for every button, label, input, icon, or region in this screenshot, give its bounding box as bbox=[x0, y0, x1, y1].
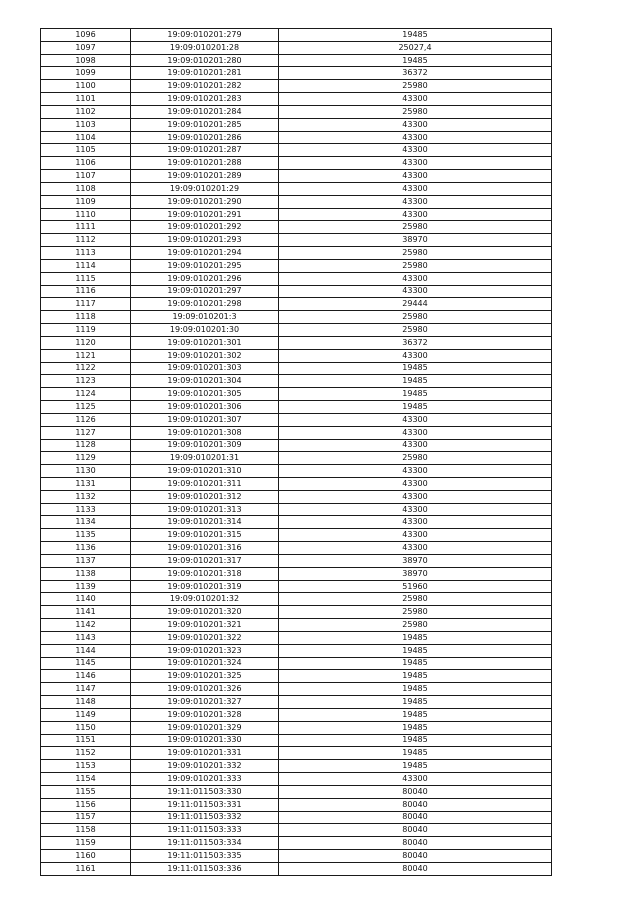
table-row bbox=[41, 824, 552, 837]
table-row bbox=[41, 426, 552, 439]
value-cell: 19485 bbox=[279, 388, 552, 401]
row-number-cell: 1129 bbox=[41, 452, 131, 465]
table-row bbox=[41, 516, 552, 529]
value-cell: 43300 bbox=[279, 516, 552, 529]
table-row bbox=[41, 785, 552, 798]
table-body bbox=[41, 29, 552, 876]
row-number-cell: 1152 bbox=[41, 747, 131, 760]
value-cell: 51960 bbox=[279, 580, 552, 593]
cadastral-number-cell: 19:11:011503:335 bbox=[131, 850, 279, 863]
cadastral-number-cell: 19:11:011503:336 bbox=[131, 862, 279, 875]
row-number-cell: 1132 bbox=[41, 490, 131, 503]
cadastral-number-cell: 19:09:010201:314 bbox=[131, 516, 279, 529]
value-cell: 19485 bbox=[279, 721, 552, 734]
table-row bbox=[41, 721, 552, 734]
table-row bbox=[41, 490, 552, 503]
cadastral-number-cell: 19:09:010201:328 bbox=[131, 708, 279, 721]
row-number-cell: 1134 bbox=[41, 516, 131, 529]
value-cell: 43300 bbox=[279, 773, 552, 786]
value-cell: 25980 bbox=[279, 311, 552, 324]
row-number-cell: 1126 bbox=[41, 413, 131, 426]
cadastral-number-cell: 19:09:010201:302 bbox=[131, 349, 279, 362]
row-number-cell: 1131 bbox=[41, 477, 131, 490]
row-number-cell: 1138 bbox=[41, 567, 131, 580]
value-cell: 19485 bbox=[279, 631, 552, 644]
value-cell: 43300 bbox=[279, 144, 552, 157]
table-row bbox=[41, 388, 552, 401]
table-row bbox=[41, 362, 552, 375]
value-cell: 80040 bbox=[279, 785, 552, 798]
row-number-cell: 1099 bbox=[41, 67, 131, 80]
row-number-cell: 1121 bbox=[41, 349, 131, 362]
value-cell: 43300 bbox=[279, 542, 552, 555]
value-cell: 25980 bbox=[279, 324, 552, 337]
row-number-cell: 1144 bbox=[41, 644, 131, 657]
cadastral-number-cell: 19:09:010201:3 bbox=[131, 311, 279, 324]
table-row bbox=[41, 41, 552, 54]
cadastral-number-cell: 19:09:010201:303 bbox=[131, 362, 279, 375]
value-cell: 43300 bbox=[279, 439, 552, 452]
cadastral-number-cell: 19:09:010201:304 bbox=[131, 375, 279, 388]
table-row bbox=[41, 234, 552, 247]
row-number-cell: 1137 bbox=[41, 554, 131, 567]
row-number-cell: 1115 bbox=[41, 272, 131, 285]
value-cell: 19485 bbox=[279, 54, 552, 67]
row-number-cell: 1112 bbox=[41, 234, 131, 247]
table-row bbox=[41, 29, 552, 42]
table-row bbox=[41, 798, 552, 811]
cadastral-number-cell: 19:09:010201:30 bbox=[131, 324, 279, 337]
table-row bbox=[41, 503, 552, 516]
row-number-cell: 1114 bbox=[41, 259, 131, 272]
row-number-cell: 1105 bbox=[41, 144, 131, 157]
value-cell: 19485 bbox=[279, 401, 552, 414]
table-row bbox=[41, 477, 552, 490]
cadastral-number-cell: 19:09:010201:333 bbox=[131, 773, 279, 786]
table-row bbox=[41, 311, 552, 324]
value-cell: 25980 bbox=[279, 593, 552, 606]
value-cell: 19485 bbox=[279, 375, 552, 388]
row-number-cell: 1156 bbox=[41, 798, 131, 811]
value-cell: 38970 bbox=[279, 554, 552, 567]
table-row bbox=[41, 157, 552, 170]
row-number-cell: 1149 bbox=[41, 708, 131, 721]
cadastral-number-cell: 19:11:011503:330 bbox=[131, 785, 279, 798]
table-row bbox=[41, 54, 552, 67]
row-number-cell: 1100 bbox=[41, 80, 131, 93]
table-row bbox=[41, 93, 552, 106]
row-number-cell: 1111 bbox=[41, 221, 131, 234]
table-row bbox=[41, 554, 552, 567]
cadastral-number-cell: 19:09:010201:301 bbox=[131, 336, 279, 349]
table-row bbox=[41, 734, 552, 747]
value-cell: 43300 bbox=[279, 529, 552, 542]
row-number-cell: 1136 bbox=[41, 542, 131, 555]
row-number-cell: 1118 bbox=[41, 311, 131, 324]
table-row bbox=[41, 272, 552, 285]
table-row bbox=[41, 708, 552, 721]
row-number-cell: 1108 bbox=[41, 182, 131, 195]
row-number-cell: 1155 bbox=[41, 785, 131, 798]
value-cell: 25980 bbox=[279, 221, 552, 234]
table-row bbox=[41, 170, 552, 183]
cadastral-number-cell: 19:09:010201:306 bbox=[131, 401, 279, 414]
value-cell: 43300 bbox=[279, 426, 552, 439]
table-row bbox=[41, 401, 552, 414]
row-number-cell: 1119 bbox=[41, 324, 131, 337]
cadastral-number-cell: 19:09:010201:310 bbox=[131, 465, 279, 478]
row-number-cell: 1103 bbox=[41, 118, 131, 131]
value-cell: 19485 bbox=[279, 670, 552, 683]
cadastral-number-cell: 19:09:010201:324 bbox=[131, 657, 279, 670]
row-number-cell: 1104 bbox=[41, 131, 131, 144]
cadastral-number-cell: 19:09:010201:31 bbox=[131, 452, 279, 465]
value-cell: 43300 bbox=[279, 413, 552, 426]
cadastral-number-cell: 19:09:010201:288 bbox=[131, 157, 279, 170]
table-row bbox=[41, 465, 552, 478]
table-row bbox=[41, 452, 552, 465]
value-cell: 19485 bbox=[279, 747, 552, 760]
table-row bbox=[41, 336, 552, 349]
cadastral-number-cell: 19:09:010201:305 bbox=[131, 388, 279, 401]
table-row bbox=[41, 593, 552, 606]
row-number-cell: 1147 bbox=[41, 683, 131, 696]
cadastral-number-cell: 19:09:010201:323 bbox=[131, 644, 279, 657]
table-row bbox=[41, 670, 552, 683]
cadastral-number-cell: 19:09:010201:332 bbox=[131, 760, 279, 773]
row-number-cell: 1139 bbox=[41, 580, 131, 593]
row-number-cell: 1141 bbox=[41, 606, 131, 619]
cadastral-number-cell: 19:09:010201:297 bbox=[131, 285, 279, 298]
cadastral-number-cell: 19:09:010201:326 bbox=[131, 683, 279, 696]
table-row bbox=[41, 247, 552, 260]
table-row bbox=[41, 182, 552, 195]
value-cell: 43300 bbox=[279, 208, 552, 221]
value-cell: 25980 bbox=[279, 247, 552, 260]
cadastral-number-cell: 19:09:010201:286 bbox=[131, 131, 279, 144]
cadastral-number-cell: 19:09:010201:32 bbox=[131, 593, 279, 606]
table-row bbox=[41, 837, 552, 850]
value-cell: 19485 bbox=[279, 734, 552, 747]
row-number-cell: 1153 bbox=[41, 760, 131, 773]
table-row bbox=[41, 696, 552, 709]
table-row bbox=[41, 606, 552, 619]
table-row bbox=[41, 105, 552, 118]
value-cell: 25980 bbox=[279, 619, 552, 632]
cadastral-value-table bbox=[40, 28, 552, 876]
table-row bbox=[41, 285, 552, 298]
cadastral-number-cell: 19:09:010201:280 bbox=[131, 54, 279, 67]
value-cell: 43300 bbox=[279, 490, 552, 503]
value-cell: 43300 bbox=[279, 157, 552, 170]
cadastral-number-cell: 19:09:010201:292 bbox=[131, 221, 279, 234]
row-number-cell: 1154 bbox=[41, 773, 131, 786]
cadastral-number-cell: 19:09:010201:318 bbox=[131, 567, 279, 580]
row-number-cell: 1120 bbox=[41, 336, 131, 349]
value-cell: 36372 bbox=[279, 336, 552, 349]
value-cell: 43300 bbox=[279, 118, 552, 131]
value-cell: 19485 bbox=[279, 683, 552, 696]
table-row bbox=[41, 683, 552, 696]
table-row bbox=[41, 631, 552, 644]
cadastral-number-cell: 19:11:011503:333 bbox=[131, 824, 279, 837]
cadastral-number-cell: 19:09:010201:287 bbox=[131, 144, 279, 157]
row-number-cell: 1130 bbox=[41, 465, 131, 478]
row-number-cell: 1148 bbox=[41, 696, 131, 709]
cadastral-number-cell: 19:09:010201:295 bbox=[131, 259, 279, 272]
cadastral-number-cell: 19:11:011503:334 bbox=[131, 837, 279, 850]
cadastral-number-cell: 19:09:010201:281 bbox=[131, 67, 279, 80]
cadastral-number-cell: 19:09:010201:311 bbox=[131, 477, 279, 490]
row-number-cell: 1159 bbox=[41, 837, 131, 850]
row-number-cell: 1110 bbox=[41, 208, 131, 221]
cadastral-number-cell: 19:09:010201:309 bbox=[131, 439, 279, 452]
cadastral-number-cell: 19:09:010201:313 bbox=[131, 503, 279, 516]
table-row bbox=[41, 580, 552, 593]
value-cell: 43300 bbox=[279, 182, 552, 195]
table-row bbox=[41, 221, 552, 234]
row-number-cell: 1122 bbox=[41, 362, 131, 375]
table-row bbox=[41, 542, 552, 555]
value-cell: 25980 bbox=[279, 80, 552, 93]
row-number-cell: 1109 bbox=[41, 195, 131, 208]
table-row bbox=[41, 413, 552, 426]
value-cell: 29444 bbox=[279, 298, 552, 311]
row-number-cell: 1124 bbox=[41, 388, 131, 401]
value-cell: 25980 bbox=[279, 452, 552, 465]
row-number-cell: 1125 bbox=[41, 401, 131, 414]
value-cell: 19485 bbox=[279, 657, 552, 670]
value-cell: 25027,4 bbox=[279, 41, 552, 54]
value-cell: 25980 bbox=[279, 606, 552, 619]
cadastral-number-cell: 19:09:010201:283 bbox=[131, 93, 279, 106]
row-number-cell: 1143 bbox=[41, 631, 131, 644]
row-number-cell: 1158 bbox=[41, 824, 131, 837]
value-cell: 43300 bbox=[279, 170, 552, 183]
cadastral-number-cell: 19:09:010201:279 bbox=[131, 29, 279, 42]
row-number-cell: 1151 bbox=[41, 734, 131, 747]
table-row bbox=[41, 80, 552, 93]
cadastral-number-cell: 19:09:010201:291 bbox=[131, 208, 279, 221]
table-row bbox=[41, 657, 552, 670]
cadastral-number-cell: 19:11:011503:332 bbox=[131, 811, 279, 824]
row-number-cell: 1146 bbox=[41, 670, 131, 683]
cadastral-number-cell: 19:09:010201:317 bbox=[131, 554, 279, 567]
row-number-cell: 1101 bbox=[41, 93, 131, 106]
cadastral-number-cell: 19:09:010201:293 bbox=[131, 234, 279, 247]
value-cell: 25980 bbox=[279, 105, 552, 118]
table-row bbox=[41, 375, 552, 388]
row-number-cell: 1102 bbox=[41, 105, 131, 118]
value-cell: 43300 bbox=[279, 477, 552, 490]
row-number-cell: 1123 bbox=[41, 375, 131, 388]
cadastral-number-cell: 19:09:010201:319 bbox=[131, 580, 279, 593]
row-number-cell: 1107 bbox=[41, 170, 131, 183]
cadastral-number-cell: 19:09:010201:327 bbox=[131, 696, 279, 709]
table-row bbox=[41, 67, 552, 80]
cadastral-number-cell: 19:11:011503:331 bbox=[131, 798, 279, 811]
value-cell: 80040 bbox=[279, 811, 552, 824]
value-cell: 43300 bbox=[279, 93, 552, 106]
cadastral-number-cell: 19:09:010201:312 bbox=[131, 490, 279, 503]
cadastral-number-cell: 19:09:010201:320 bbox=[131, 606, 279, 619]
row-number-cell: 1133 bbox=[41, 503, 131, 516]
row-number-cell: 1098 bbox=[41, 54, 131, 67]
row-number-cell: 1157 bbox=[41, 811, 131, 824]
table-row bbox=[41, 619, 552, 632]
table-row bbox=[41, 131, 552, 144]
value-cell: 80040 bbox=[279, 824, 552, 837]
value-cell: 80040 bbox=[279, 850, 552, 863]
row-number-cell: 1113 bbox=[41, 247, 131, 260]
table-row bbox=[41, 439, 552, 452]
value-cell: 80040 bbox=[279, 862, 552, 875]
cadastral-number-cell: 19:09:010201:315 bbox=[131, 529, 279, 542]
row-number-cell: 1128 bbox=[41, 439, 131, 452]
row-number-cell: 1097 bbox=[41, 41, 131, 54]
table-row bbox=[41, 811, 552, 824]
value-cell: 38970 bbox=[279, 567, 552, 580]
value-cell: 19485 bbox=[279, 708, 552, 721]
table-row bbox=[41, 259, 552, 272]
value-cell: 43300 bbox=[279, 272, 552, 285]
cadastral-number-cell: 19:09:010201:307 bbox=[131, 413, 279, 426]
table-row bbox=[41, 144, 552, 157]
table-row bbox=[41, 760, 552, 773]
table-row bbox=[41, 850, 552, 863]
table-row bbox=[41, 529, 552, 542]
value-cell: 80040 bbox=[279, 798, 552, 811]
table-row bbox=[41, 118, 552, 131]
cadastral-number-cell: 19:09:010201:284 bbox=[131, 105, 279, 118]
table-row bbox=[41, 208, 552, 221]
table-row bbox=[41, 747, 552, 760]
cadastral-number-cell: 19:09:010201:308 bbox=[131, 426, 279, 439]
row-number-cell: 1117 bbox=[41, 298, 131, 311]
value-cell: 43300 bbox=[279, 465, 552, 478]
value-cell: 43300 bbox=[279, 285, 552, 298]
value-cell: 43300 bbox=[279, 349, 552, 362]
row-number-cell: 1135 bbox=[41, 529, 131, 542]
cadastral-number-cell: 19:09:010201:325 bbox=[131, 670, 279, 683]
table-row bbox=[41, 773, 552, 786]
cadastral-number-cell: 19:09:010201:290 bbox=[131, 195, 279, 208]
cadastral-number-cell: 19:09:010201:285 bbox=[131, 118, 279, 131]
row-number-cell: 1127 bbox=[41, 426, 131, 439]
row-number-cell: 1116 bbox=[41, 285, 131, 298]
value-cell: 19485 bbox=[279, 696, 552, 709]
value-cell: 80040 bbox=[279, 837, 552, 850]
table-row bbox=[41, 862, 552, 875]
table-row bbox=[41, 298, 552, 311]
cadastral-number-cell: 19:09:010201:322 bbox=[131, 631, 279, 644]
row-number-cell: 1140 bbox=[41, 593, 131, 606]
value-cell: 19485 bbox=[279, 29, 552, 42]
cadastral-number-cell: 19:09:010201:316 bbox=[131, 542, 279, 555]
cadastral-number-cell: 19:09:010201:29 bbox=[131, 182, 279, 195]
value-cell: 25980 bbox=[279, 259, 552, 272]
row-number-cell: 1142 bbox=[41, 619, 131, 632]
value-cell: 36372 bbox=[279, 67, 552, 80]
value-cell: 43300 bbox=[279, 195, 552, 208]
cadastral-number-cell: 19:09:010201:330 bbox=[131, 734, 279, 747]
cadastral-number-cell: 19:09:010201:331 bbox=[131, 747, 279, 760]
row-number-cell: 1161 bbox=[41, 862, 131, 875]
cadastral-number-cell: 19:09:010201:329 bbox=[131, 721, 279, 734]
value-cell: 38970 bbox=[279, 234, 552, 247]
row-number-cell: 1096 bbox=[41, 29, 131, 42]
table-row bbox=[41, 195, 552, 208]
row-number-cell: 1145 bbox=[41, 657, 131, 670]
cadastral-number-cell: 19:09:010201:298 bbox=[131, 298, 279, 311]
cadastral-number-cell: 19:09:010201:28 bbox=[131, 41, 279, 54]
value-cell: 43300 bbox=[279, 503, 552, 516]
cadastral-number-cell: 19:09:010201:289 bbox=[131, 170, 279, 183]
table-row bbox=[41, 567, 552, 580]
value-cell: 19485 bbox=[279, 644, 552, 657]
value-cell: 19485 bbox=[279, 362, 552, 375]
cadastral-number-cell: 19:09:010201:321 bbox=[131, 619, 279, 632]
row-number-cell: 1150 bbox=[41, 721, 131, 734]
row-number-cell: 1160 bbox=[41, 850, 131, 863]
table-row bbox=[41, 644, 552, 657]
value-cell: 43300 bbox=[279, 131, 552, 144]
table-row bbox=[41, 349, 552, 362]
cadastral-number-cell: 19:09:010201:296 bbox=[131, 272, 279, 285]
row-number-cell: 1106 bbox=[41, 157, 131, 170]
cadastral-number-cell: 19:09:010201:282 bbox=[131, 80, 279, 93]
value-cell: 19485 bbox=[279, 760, 552, 773]
table-row bbox=[41, 324, 552, 337]
cadastral-number-cell: 19:09:010201:294 bbox=[131, 247, 279, 260]
